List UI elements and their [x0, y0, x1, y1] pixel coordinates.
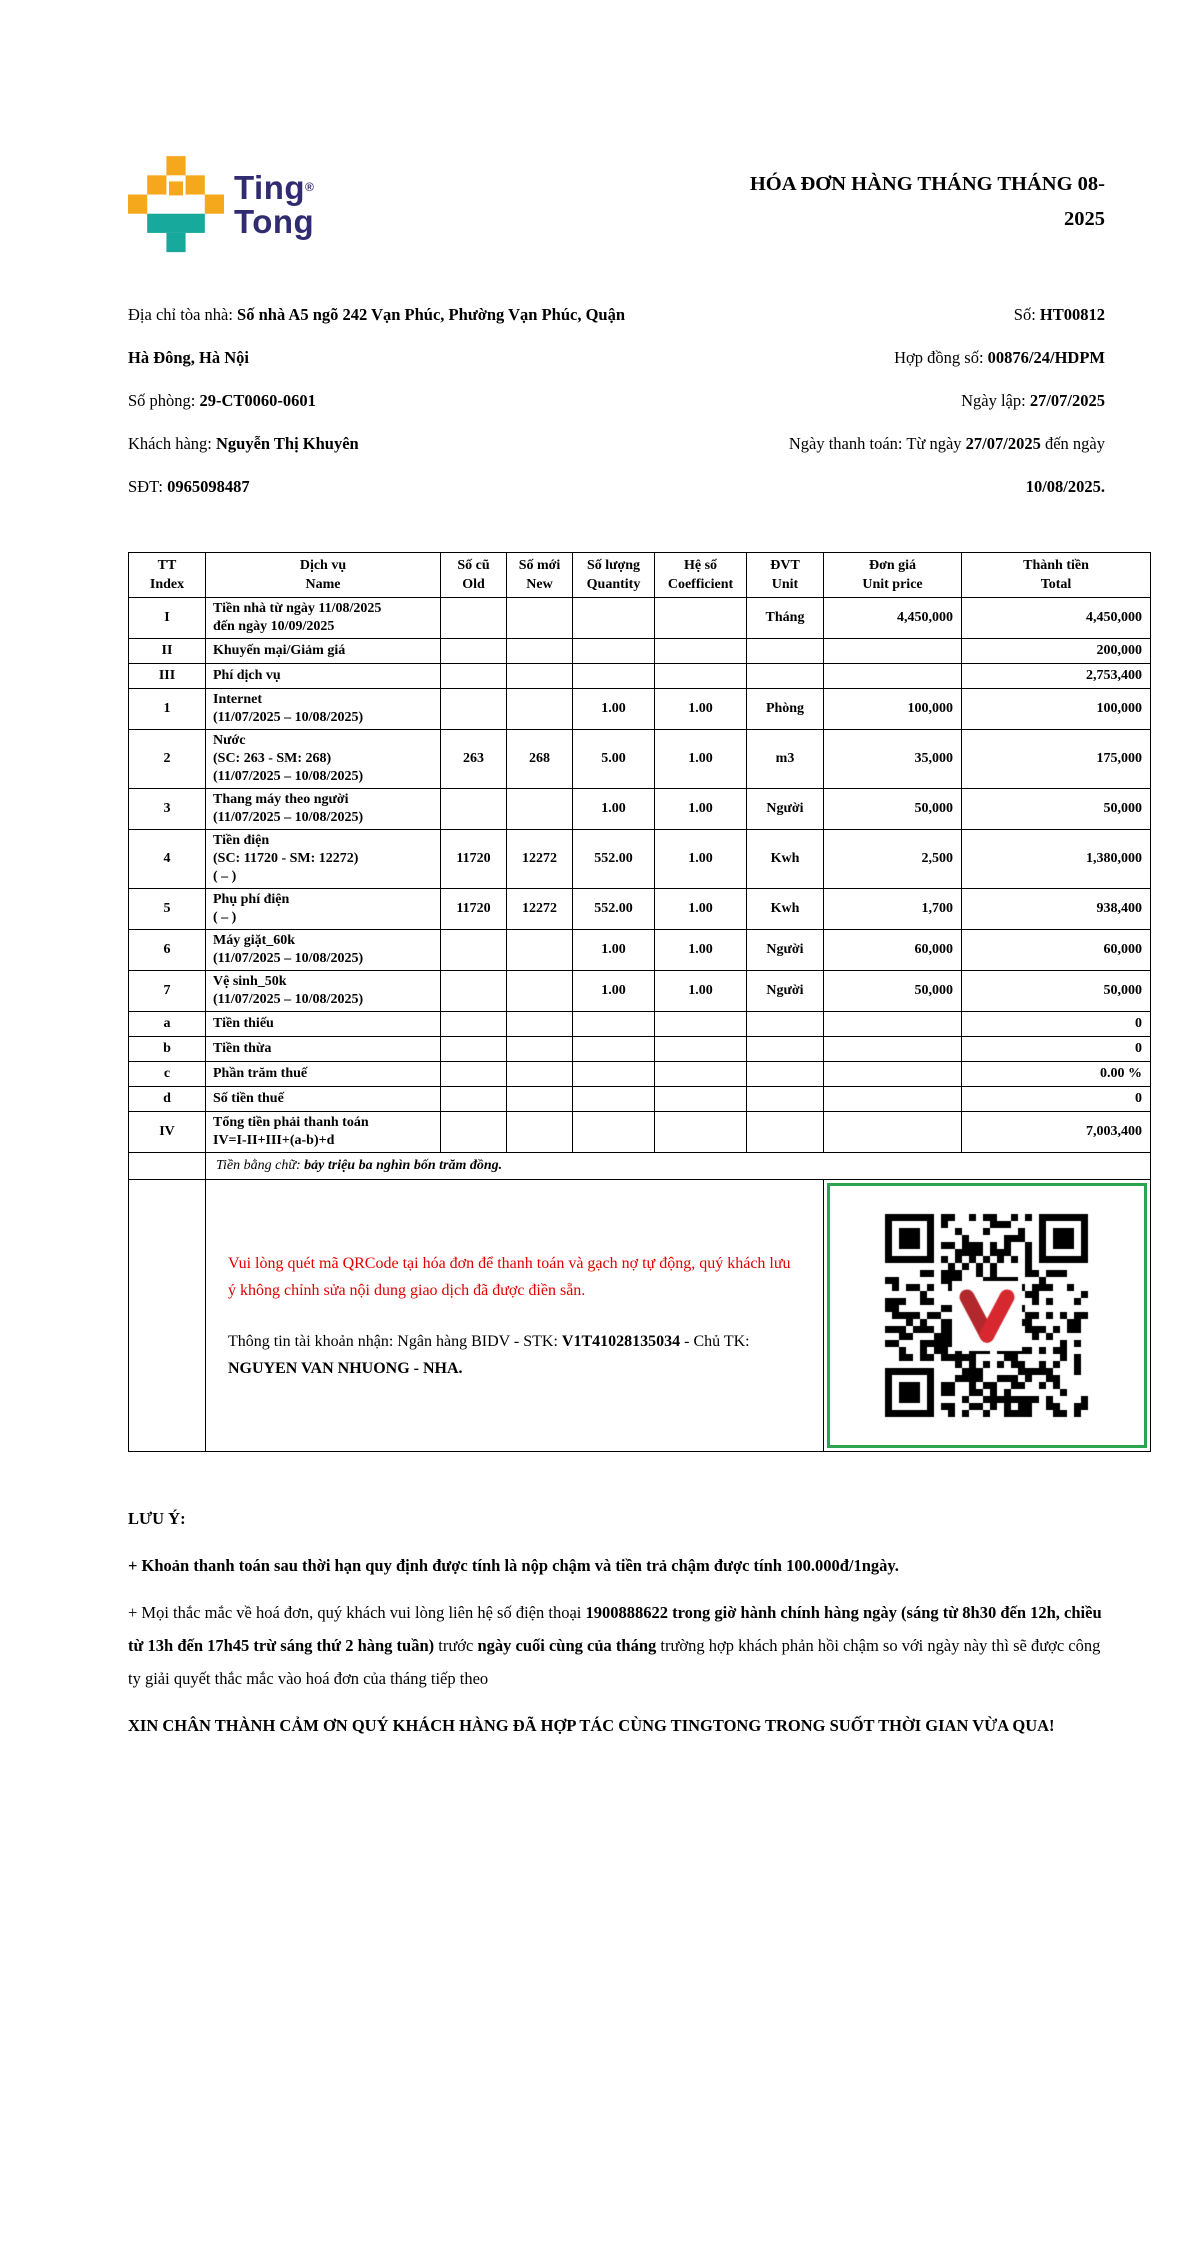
column-header-line2: Coefficient	[667, 577, 734, 592]
cell-unit-price	[824, 1012, 962, 1037]
text-part: Tiền bằng chữ:	[216, 1158, 305, 1173]
cell-coefficient: 1.00	[655, 789, 747, 830]
service-name-line: Tiền điện	[213, 833, 270, 848]
service-name-line: Internet	[213, 692, 262, 707]
service-name-line: Phí dịch vụ	[213, 668, 281, 683]
cell-total: 7,003,400	[962, 1112, 1151, 1153]
column-header-line2: Quantity	[586, 577, 641, 592]
text-part: HT00812	[1039, 305, 1105, 324]
cell-coefficient	[655, 598, 747, 639]
service-name-line: (11/07/2025 – 10/08/2025)	[213, 992, 364, 1007]
qr-green-frame	[827, 1183, 1147, 1448]
cell-total: 100,000	[962, 689, 1151, 730]
cell-old-reading	[441, 689, 507, 730]
cell-unit-price	[824, 1062, 962, 1087]
cell-service-name	[206, 1012, 441, 1037]
text-part: Số:	[1013, 305, 1040, 324]
cell-unit-price	[824, 1037, 962, 1062]
text-part: Số phòng:	[128, 391, 200, 410]
cell-quantity: 1.00	[573, 930, 655, 971]
cell-total: 938,400	[962, 889, 1151, 930]
text-part: Địa chỉ tòa nhà:	[128, 305, 238, 324]
cell-old-reading	[441, 598, 507, 639]
service-name-line: Phần trăm thuế	[213, 1066, 308, 1081]
table-row	[129, 1112, 1151, 1153]
cell-service-name	[206, 889, 441, 930]
cell-index: a	[129, 1012, 206, 1037]
cell-quantity: 1.00	[573, 789, 655, 830]
service-name-line: Phụ phí điện	[213, 892, 290, 907]
column-header	[962, 553, 1151, 598]
cell-index: 6	[129, 930, 206, 971]
cell-quantity	[573, 1012, 655, 1037]
cell-service-name	[206, 971, 441, 1012]
invoice-meta-info	[650, 293, 1105, 508]
column-header	[824, 553, 962, 598]
table-row	[129, 971, 1151, 1012]
cell-index: d	[129, 1087, 206, 1112]
cell-coefficient	[655, 639, 747, 664]
payment-qr-code	[872, 1201, 1102, 1431]
column-header-line2: Total	[1040, 577, 1072, 592]
service-name-line: (11/07/2025 – 10/08/2025)	[213, 710, 364, 725]
cell-total: 0.00 %	[962, 1062, 1151, 1087]
cell-unit	[747, 1062, 824, 1087]
cell-unit-price: 60,000	[824, 930, 962, 971]
cell-new-reading	[507, 1012, 573, 1037]
cell-unit-price: 50,000	[824, 971, 962, 1012]
text-part: 29-CT0060-0601	[199, 391, 316, 410]
cell-coefficient	[655, 1062, 747, 1087]
column-header	[441, 553, 507, 598]
text-part: XIN CHÂN THÀNH CẢM ƠN QUÝ KHÁCH HÀNG ĐÃ HỢP TÁC CÙNG TINGTONG TRONG SUỐT THỜI GIAN VỪA QUA!	[128, 1716, 1055, 1735]
cell-service-name	[206, 789, 441, 830]
table-row	[129, 664, 1151, 689]
cell-total: 175,000	[962, 730, 1151, 789]
cell-new-reading	[507, 689, 573, 730]
service-name-line: Số tiền thuế	[213, 1091, 284, 1106]
table-row	[129, 1012, 1151, 1037]
cell-coefficient: 1.00	[655, 930, 747, 971]
text-part: Vui lòng quét mã QRCode tại hóa đơn để thanh toán và gạch nợ tự động, quý khách lưu ý không chỉnh sửa nội dung giao dịch đã được điền sẵn.	[228, 1254, 791, 1299]
cell-unit-price: 1,700	[824, 889, 962, 930]
service-name-line: (SC: 11720 - SM: 12272)	[213, 851, 359, 866]
cell-new-reading	[507, 598, 573, 639]
text-part: Hợp đồng số:	[894, 348, 988, 367]
cell-total: 50,000	[962, 971, 1151, 1012]
account-info	[228, 1328, 801, 1382]
cell-unit-price	[824, 1112, 962, 1153]
column-header	[747, 553, 824, 598]
cell-total: 60,000	[962, 930, 1151, 971]
logo-word-ting: Ting	[234, 169, 306, 206]
table-row	[129, 789, 1151, 830]
cell-old-reading	[441, 1037, 507, 1062]
cell-new-reading: 268	[507, 730, 573, 789]
building-customer-info	[128, 293, 650, 508]
cell-old-reading	[441, 1087, 507, 1112]
cell-index: 7	[129, 971, 206, 1012]
cell-unit-price: 100,000	[824, 689, 962, 730]
table-row	[129, 689, 1151, 730]
service-name-line: (SC: 263 - SM: 268)	[213, 751, 332, 766]
cell-unit-price: 35,000	[824, 730, 962, 789]
cell-coefficient	[655, 1012, 747, 1037]
text-part: Khách hàng:	[128, 434, 216, 453]
cell-quantity: 1.00	[573, 971, 655, 1012]
table-row	[129, 1087, 1151, 1112]
text-part: Số nhà A5 ngõ 242 Vạn Phúc, Phường Vạn Phúc, Quận Hà Đông, Hà Nội	[128, 305, 626, 367]
cell-unit: m3	[747, 730, 824, 789]
cell-unit-price	[824, 664, 962, 689]
text-part: trường hợp khách phản hồi chậm so với ngày này thì sẽ được công ty giải quyết thắc mắc vào hoá đơn của tháng tiếp theo	[128, 1636, 1101, 1688]
text-part: - Chủ TK:	[680, 1332, 750, 1350]
service-name-line: Tiền thừa	[213, 1041, 272, 1056]
payment-row	[129, 1180, 1151, 1452]
cell-unit	[747, 1087, 824, 1112]
text-part: SĐT:	[128, 477, 168, 496]
service-name-line: đến ngày 10/09/2025	[213, 619, 335, 634]
cell-old-reading	[441, 1012, 507, 1037]
table-row	[129, 1037, 1151, 1062]
service-name-line: Tiền nhà từ ngày 11/08/2025	[213, 601, 382, 616]
cell-quantity: 1.00	[573, 689, 655, 730]
cell-coefficient: 1.00	[655, 830, 747, 889]
cell-service-name	[206, 598, 441, 639]
notes-section	[128, 1502, 1105, 1742]
cell-total: 0	[962, 1037, 1151, 1062]
cell-service-name	[206, 930, 441, 971]
tingtong-logo-icon	[128, 155, 224, 255]
table-row	[129, 730, 1151, 789]
column-header	[129, 553, 206, 598]
cell-old-reading: 11720	[441, 830, 507, 889]
service-name-line: ( – )	[213, 910, 237, 925]
cell-unit: Người	[747, 789, 824, 830]
column-header-line1: Dịch vụ	[299, 558, 347, 573]
column-header-line2: Unit	[771, 577, 799, 592]
cell-unit-price	[824, 639, 962, 664]
cell-quantity	[573, 664, 655, 689]
cell-old-reading	[441, 1062, 507, 1087]
cell-coefficient	[655, 1037, 747, 1062]
payment-qr-area	[824, 1180, 1151, 1452]
cell-unit: Người	[747, 930, 824, 971]
table-row	[129, 598, 1151, 639]
table-row	[129, 830, 1151, 889]
note-item	[128, 1709, 1105, 1742]
column-header-line1: Số mới	[518, 558, 561, 573]
tingtong-logo	[128, 155, 314, 255]
cell-coefficient	[655, 1087, 747, 1112]
cell-old-reading	[441, 971, 507, 1012]
amount-in-words	[206, 1153, 1151, 1180]
text-part: 10/08/2025.	[1025, 477, 1105, 496]
invoice-title-line1: HÓA ĐƠN HÀNG THÁNG THÁNG 08-	[749, 173, 1105, 195]
text-part: NGUYEN VAN NHUONG - NHA.	[228, 1359, 463, 1377]
cell-service-name	[206, 1062, 441, 1087]
column-header-line1: ĐVT	[770, 558, 800, 573]
cell-quantity	[573, 1112, 655, 1153]
table-row	[129, 639, 1151, 664]
cell-service-name	[206, 664, 441, 689]
invoice-title-line2: 2025	[1064, 208, 1105, 230]
text-part: V1T41028135034	[561, 1332, 681, 1350]
cell-index: IV	[129, 1112, 206, 1153]
amount-in-words-row	[129, 1153, 1151, 1180]
column-header-line2: New	[526, 577, 553, 592]
cell-unit	[747, 664, 824, 689]
text-part: Thông tin tài khoản nhận: Ngân hàng BIDV - STK:	[228, 1332, 562, 1350]
cell-coefficient: 1.00	[655, 971, 747, 1012]
info-line-left	[128, 379, 650, 422]
cell-total: 50,000	[962, 789, 1151, 830]
cell-quantity	[573, 1062, 655, 1087]
cell-new-reading	[507, 664, 573, 689]
cell-quantity: 552.00	[573, 830, 655, 889]
text-part: 27/07/2025	[965, 434, 1041, 453]
cell-old-reading	[441, 664, 507, 689]
service-name-line: Máy giặt_60k	[213, 933, 296, 948]
column-header-line1: Đơn giá	[868, 558, 917, 573]
tingtong-logo-text	[234, 170, 314, 239]
cell-quantity	[573, 1087, 655, 1112]
cell-new-reading: 12272	[507, 889, 573, 930]
cell-index: I	[129, 598, 206, 639]
column-header-line1: Số lượng	[586, 558, 641, 573]
text-part: 27/07/2025	[1029, 391, 1105, 410]
cell-total: 1,380,000	[962, 830, 1151, 889]
charges-table	[128, 552, 1151, 1452]
service-name-line: (11/07/2025 – 10/08/2025)	[213, 951, 364, 966]
cell-unit	[747, 1012, 824, 1037]
table-row	[129, 930, 1151, 971]
cell-coefficient: 1.00	[655, 689, 747, 730]
text-part: Nguyễn Thị Khuyên	[215, 434, 359, 453]
info-line-left	[128, 422, 650, 465]
column-header-line2: Old	[462, 577, 485, 592]
service-name-line: ( – )	[213, 869, 237, 884]
cell-coefficient: 1.00	[655, 889, 747, 930]
service-name-line: Nước	[213, 733, 246, 748]
cell-coefficient	[655, 1112, 747, 1153]
service-name-line: IV=I-II+III+(a-b)+d	[213, 1133, 335, 1148]
info-line-right	[650, 293, 1105, 336]
cell-old-reading	[441, 789, 507, 830]
text-part: bảy triệu ba nghìn bốn trăm đồng.	[304, 1158, 503, 1173]
cell-index: 5	[129, 889, 206, 930]
registered-mark: ®	[305, 180, 315, 194]
text-part: Ngày thanh toán: Từ ngày	[788, 434, 966, 453]
cell-service-name	[206, 689, 441, 730]
cell-unit	[747, 639, 824, 664]
column-header-line2: Unit price	[862, 577, 923, 592]
info-line-right	[650, 336, 1105, 379]
column-header	[206, 553, 441, 598]
column-header	[655, 553, 747, 598]
text-part: + Mọi thắc mắc về hoá đơn, quý khách vui lòng liên hệ số điện thoại	[128, 1603, 586, 1622]
cell-old-reading	[441, 1112, 507, 1153]
cell-old-reading	[441, 930, 507, 971]
payment-row-spacer	[129, 1180, 206, 1452]
cell-unit-price	[824, 1087, 962, 1112]
cell-quantity: 5.00	[573, 730, 655, 789]
cell-new-reading	[507, 1112, 573, 1153]
notes-items	[128, 1549, 1105, 1742]
payment-instructions	[206, 1180, 824, 1452]
cell-total: 2,753,400	[962, 664, 1151, 689]
words-row-spacer	[129, 1153, 206, 1180]
cell-service-name	[206, 730, 441, 789]
column-header-line2: Name	[305, 577, 341, 592]
cell-index: 1	[129, 689, 206, 730]
column-header	[573, 553, 655, 598]
info-line-left	[128, 465, 650, 508]
cell-index: 2	[129, 730, 206, 789]
service-name-line: Tổng tiền phải thanh toán	[213, 1115, 369, 1130]
cell-unit: Người	[747, 971, 824, 1012]
cell-old-reading	[441, 639, 507, 664]
service-name-line: Vệ sinh_50k	[213, 974, 287, 989]
info-line-left	[128, 293, 650, 379]
cell-index: 3	[129, 789, 206, 830]
cell-total: 0	[962, 1087, 1151, 1112]
cell-unit: Kwh	[747, 889, 824, 930]
cell-new-reading	[507, 930, 573, 971]
header-row	[128, 155, 1150, 255]
cell-service-name	[206, 1112, 441, 1153]
cell-quantity	[573, 639, 655, 664]
service-name-line: (11/07/2025 – 10/08/2025)	[213, 810, 364, 825]
text-part: Ngày lập:	[961, 391, 1030, 410]
cell-new-reading	[507, 789, 573, 830]
service-name-line: Khuyến mại/Giảm giá	[213, 643, 346, 658]
service-name-line: (11/07/2025 – 10/08/2025)	[213, 769, 364, 784]
cell-unit-price: 2,500	[824, 830, 962, 889]
text-part: + Khoản thanh toán sau thời hạn quy định được tính là nộp chậm và tiền trả chậm được tính 100.000đ/1ngày.	[128, 1556, 899, 1575]
column-header-line1: Hệ số	[683, 558, 718, 573]
cell-quantity	[573, 1037, 655, 1062]
invoice-info	[128, 293, 1150, 508]
invoice-title	[750, 167, 1105, 237]
cell-index: II	[129, 639, 206, 664]
cell-unit	[747, 1037, 824, 1062]
table-header-row	[129, 553, 1151, 598]
cell-unit	[747, 1112, 824, 1153]
cell-new-reading	[507, 1087, 573, 1112]
cell-unit: Tháng	[747, 598, 824, 639]
table-row	[129, 889, 1151, 930]
cell-unit: Phòng	[747, 689, 824, 730]
cell-coefficient	[655, 664, 747, 689]
info-line-right	[650, 422, 1105, 508]
text-part: đến ngày	[1040, 434, 1105, 453]
text-part: trước	[434, 1636, 478, 1655]
cell-total: 4,450,000	[962, 598, 1151, 639]
cell-unit: Kwh	[747, 830, 824, 889]
cell-quantity: 552.00	[573, 889, 655, 930]
text-part: 0965098487	[167, 477, 250, 496]
cell-new-reading: 12272	[507, 830, 573, 889]
info-line-right	[650, 379, 1105, 422]
cell-service-name	[206, 1087, 441, 1112]
text-part: 00876/24/HDPM	[987, 348, 1105, 367]
cell-new-reading	[507, 971, 573, 1012]
column-header-line1: TT	[157, 558, 177, 573]
cell-unit-price: 4,450,000	[824, 598, 962, 639]
logo-word-tong: Tong	[234, 203, 315, 240]
cell-old-reading: 11720	[441, 889, 507, 930]
cell-coefficient: 1.00	[655, 730, 747, 789]
service-name-line: Thang máy theo người	[213, 792, 349, 807]
cell-old-reading: 263	[441, 730, 507, 789]
column-header-line2: Index	[149, 577, 185, 592]
service-name-line: Tiền thiếu	[213, 1016, 274, 1031]
cell-index: b	[129, 1037, 206, 1062]
note-item	[128, 1549, 1105, 1582]
cell-quantity	[573, 598, 655, 639]
text-part: ngày cuối cùng của tháng	[477, 1636, 657, 1655]
cell-new-reading	[507, 1037, 573, 1062]
cell-index: 4	[129, 830, 206, 889]
cell-new-reading	[507, 1062, 573, 1087]
text-part: 1900888622 trong giờ hành chính hàng ngày (sáng từ 8h30 đến 12h, chiều từ 13h đến 17h45 trừ sáng thứ 2 hàng tuần)	[128, 1603, 1102, 1655]
qr-instruction-text	[228, 1250, 801, 1304]
notes-heading: LƯU Ý:	[128, 1509, 186, 1528]
cell-total: 0	[962, 1012, 1151, 1037]
table-row	[129, 1062, 1151, 1087]
column-header	[507, 553, 573, 598]
cell-index: c	[129, 1062, 206, 1087]
cell-new-reading	[507, 639, 573, 664]
cell-service-name	[206, 1037, 441, 1062]
cell-unit-price: 50,000	[824, 789, 962, 830]
cell-service-name	[206, 639, 441, 664]
note-item	[128, 1596, 1105, 1695]
column-header-line1: Thành tiền	[1023, 558, 1089, 573]
column-header-line1: Số cũ	[457, 558, 490, 573]
cell-total: 200,000	[962, 639, 1151, 664]
cell-service-name	[206, 830, 441, 889]
cell-index: III	[129, 664, 206, 689]
